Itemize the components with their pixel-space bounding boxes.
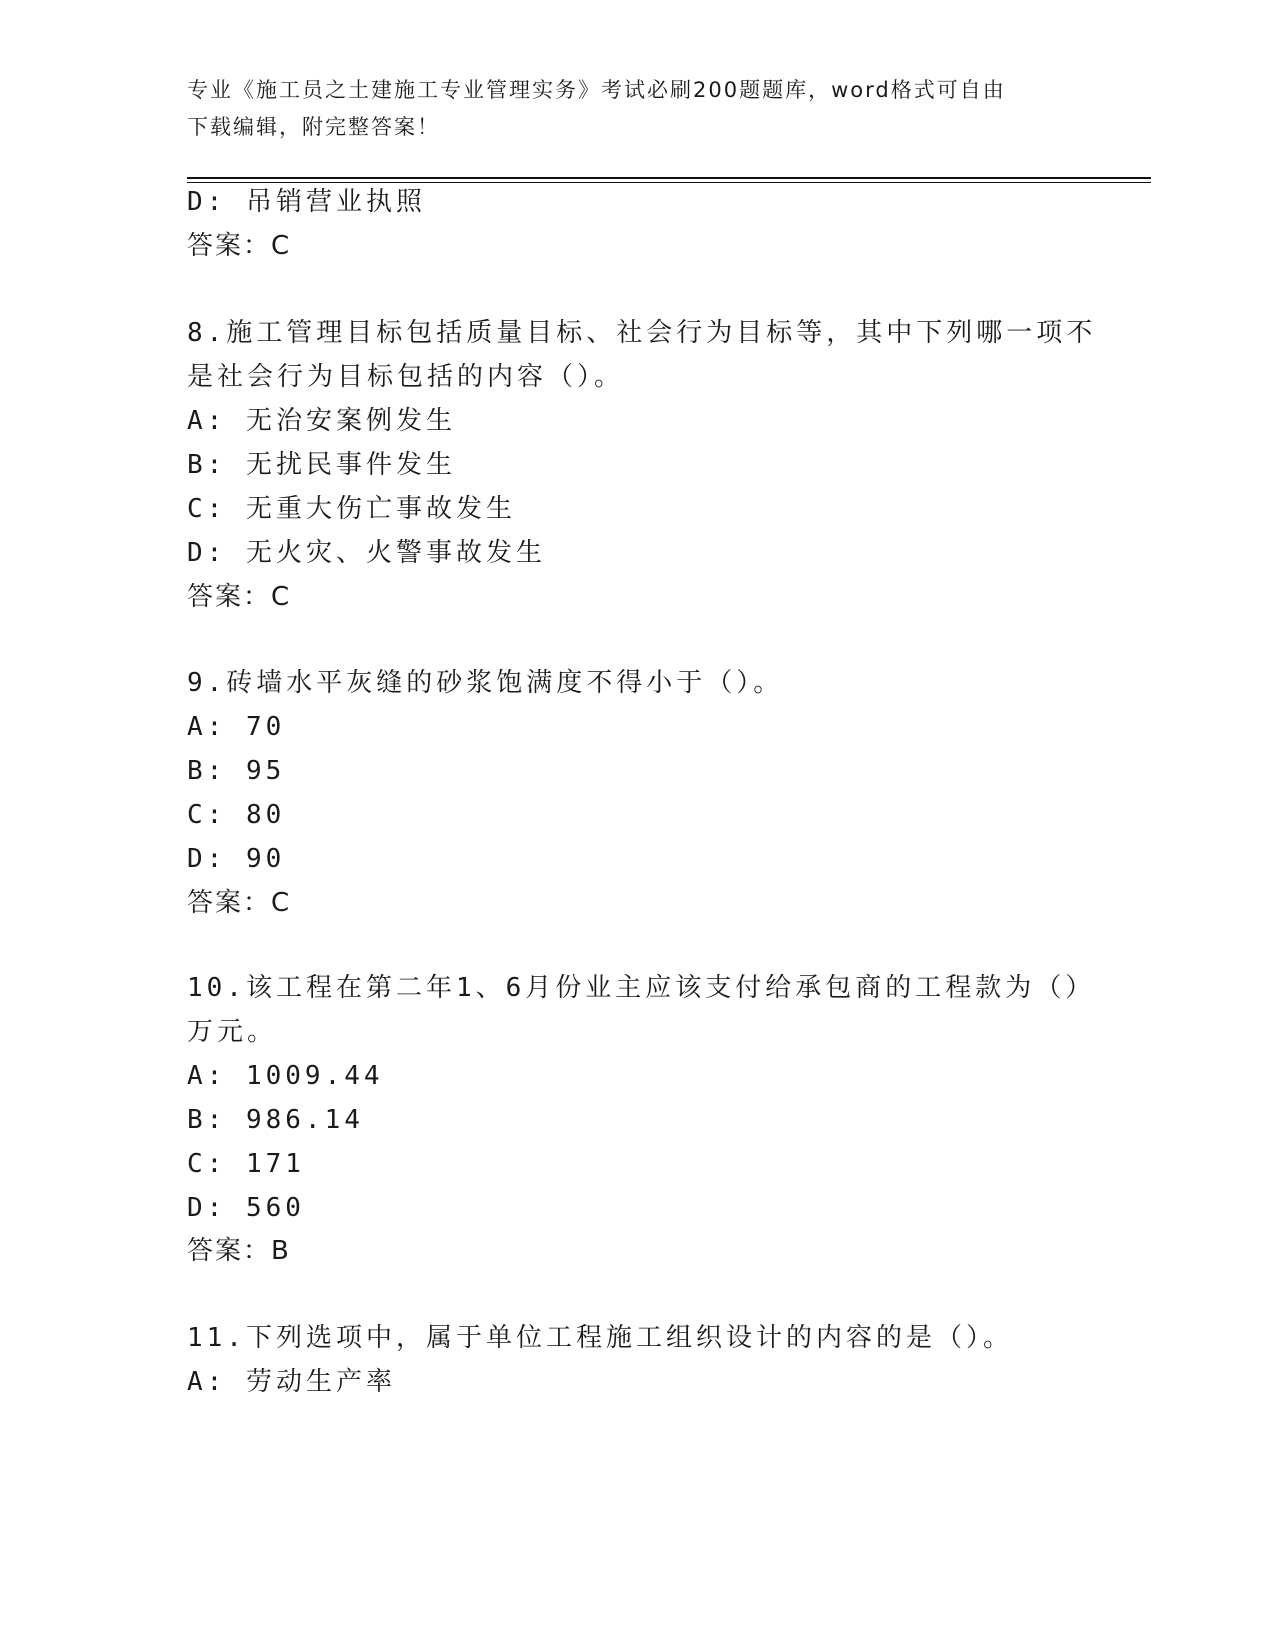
prev-question-option-d: D: 吊销营业执照	[187, 187, 426, 217]
question-8-option-c: C: 无重大伤亡事故发生	[187, 494, 516, 524]
question-10-option-d: D: 560	[187, 1193, 305, 1223]
document-header	[187, 72, 1067, 146]
question-9-option-c: C: 80	[187, 800, 286, 830]
question-8-option-d: D: 无火灾、火警事故发生	[187, 538, 546, 568]
header-divider-thick	[187, 177, 1151, 179]
question-8-stem-line-2: 是社会行为目标包括的内容（）。	[187, 362, 625, 392]
question-10-answer: 答案：B	[187, 1236, 291, 1266]
question-8-stem-line-1: 8.施工管理目标包括质量目标、社会行为目标等，其中下列哪一项不	[187, 318, 1097, 348]
question-8-option-a: A: 无治安案例发生	[187, 406, 456, 436]
header-divider-thin	[187, 182, 1151, 183]
question-10-option-b: B: 986.14	[187, 1105, 364, 1135]
question-10-option-a: A: 1009.44	[187, 1061, 384, 1091]
question-11-option-a: A: 劳动生产率	[187, 1367, 396, 1397]
question-9-answer: 答案：C	[187, 888, 292, 918]
question-10-option-c: C: 171	[187, 1149, 305, 1179]
question-10-stem-line-1: 10.该工程在第二年1、6月份业主应该支付给承包商的工程款为（）	[187, 973, 1096, 1003]
question-9-option-a: A: 70	[187, 712, 286, 742]
question-8-option-b: B: 无扰民事件发生	[187, 450, 456, 480]
question-10-stem-line-2: 万元。	[187, 1017, 278, 1047]
question-11-stem: 11.下列选项中，属于单位工程施工组织设计的内容的是（）。	[187, 1323, 1013, 1353]
header-title-line-2: 下载编辑，附完整答案！	[187, 115, 440, 139]
prev-question-answer: 答案：C	[187, 231, 292, 261]
question-9-option-b: B: 95	[187, 756, 286, 786]
question-9-option-d: D: 90	[187, 844, 286, 874]
question-9-stem: 9.砖墙水平灰缝的砂浆饱满度不得小于（）。	[187, 668, 784, 698]
header-title-line-1: 专业《施工员之土建施工专业管理实务》考试必刷200题题库，word格式可自由	[187, 78, 1006, 102]
question-8-answer: 答案：C	[187, 582, 292, 612]
